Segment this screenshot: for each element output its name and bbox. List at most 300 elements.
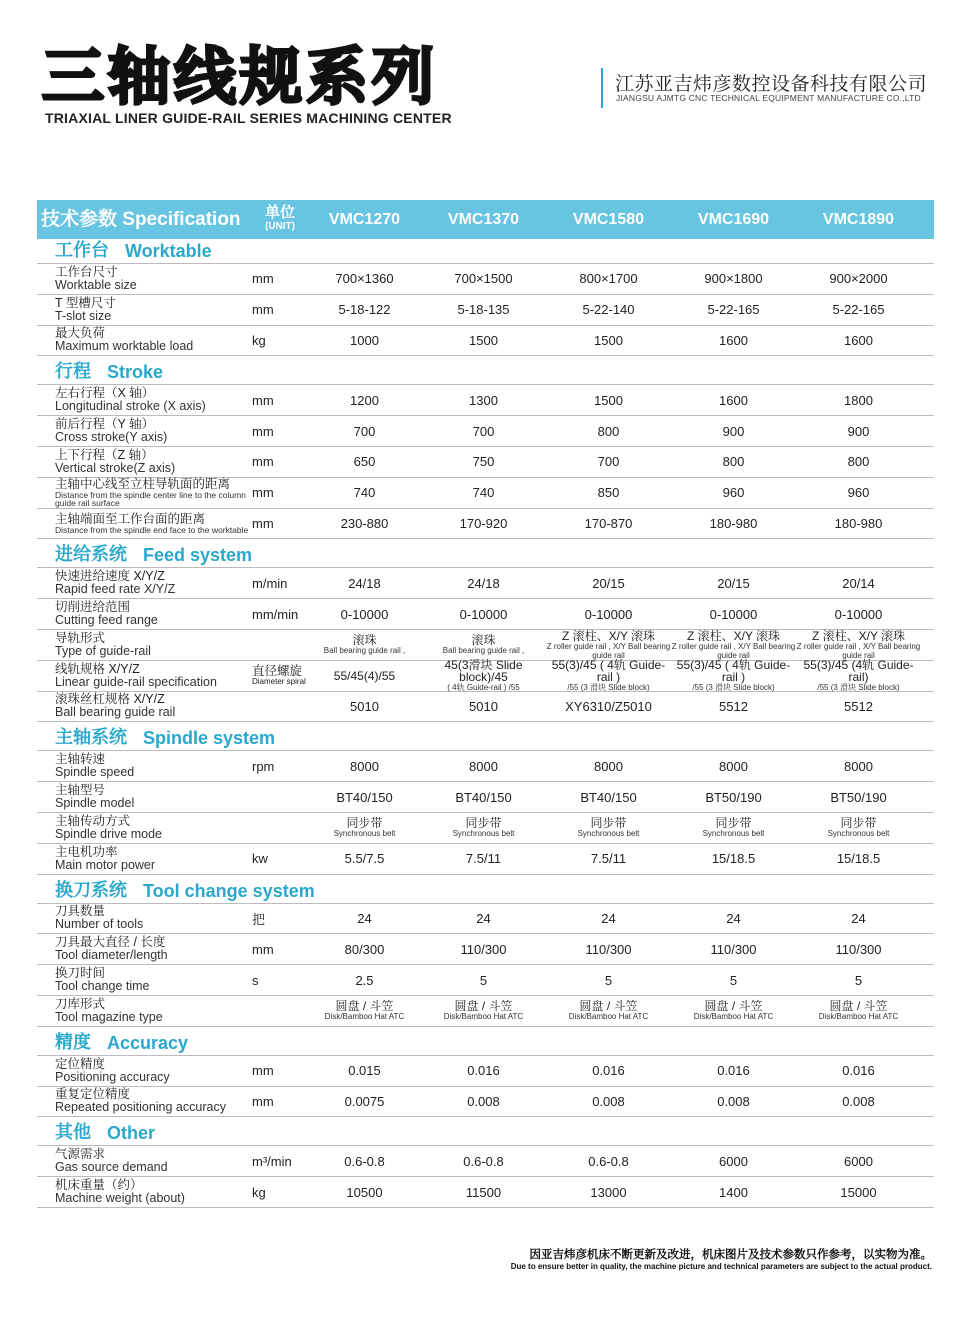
section-title-en: Accuracy — [107, 1032, 189, 1053]
row-label-cn: 刀具最大直径 / 长度 — [55, 935, 166, 950]
row-label-en: Spindle drive mode — [55, 826, 163, 841]
row-value-en: Synchronous belt — [827, 829, 890, 839]
row-label-cn: 线轨规格 X/Y/Z — [55, 661, 140, 676]
row-value: 700×1500 — [454, 271, 513, 287]
section-title-cn: 精度 — [55, 1031, 91, 1052]
row-value-en: Synchronous belt — [577, 829, 640, 839]
row-label-cn: 气源需求 — [55, 1147, 106, 1162]
row-unit: mm — [252, 1063, 274, 1079]
row-value-cn: 圆盘 / 斗笠 — [335, 999, 394, 1014]
row-label — [37, 1148, 252, 1174]
row-value — [796, 630, 921, 660]
row-value: 900 — [722, 423, 745, 439]
row-value: BT40/150 — [336, 789, 393, 805]
row-value: 0.008 — [467, 1093, 500, 1109]
row-value: 0-10000 — [834, 606, 883, 622]
row-label — [37, 846, 252, 872]
row-value: 700 — [353, 423, 376, 439]
row-value: 800×1700 — [579, 271, 638, 287]
row-value: 20/15 — [717, 575, 750, 591]
row-value-en: Synchronous belt — [702, 829, 765, 839]
row-value — [796, 659, 921, 692]
row-value-en: Disk/Bamboo Hat ATC — [443, 1012, 524, 1022]
section-title-en: Feed system — [143, 545, 253, 566]
row-label — [37, 967, 252, 993]
company-name-cn: 江苏亚吉炜彦数控设备科技有限公司 — [615, 74, 928, 95]
table-row — [37, 385, 934, 416]
row-value: 0.6-0.8 — [463, 1153, 504, 1169]
row-label-cn: 机床重量（约） — [55, 1178, 143, 1193]
section-title-cn: 换刀系统 — [55, 879, 127, 900]
row-value: 5-18-135 — [457, 302, 510, 318]
table-row — [37, 630, 934, 661]
row-label — [37, 513, 252, 534]
row-value-cn: Z 滚柱、X/Y 滚珠 — [686, 628, 781, 643]
row-value-cn: 同步带 — [346, 816, 383, 831]
table-row — [37, 295, 934, 326]
row-label — [37, 418, 252, 444]
row-value — [796, 1000, 921, 1021]
row-label-en: Distance from the spindle end face to the worktable — [55, 524, 249, 535]
row-value: 8000 — [594, 758, 623, 774]
row-value: 0-10000 — [459, 606, 508, 622]
row-value: 0.016 — [717, 1063, 750, 1079]
row-value-cn: 滚珠 — [352, 633, 377, 648]
row-value: 1300 — [469, 392, 498, 408]
section-header — [37, 360, 934, 385]
table-row — [37, 264, 934, 295]
row-value: 1000 — [350, 332, 379, 348]
row-value: 1500 — [594, 332, 623, 348]
row-value: 0-10000 — [709, 606, 758, 622]
row-label — [37, 570, 252, 596]
row-value: 900×2000 — [829, 271, 888, 287]
brand-title: 三轴线规系列 — [42, 40, 439, 113]
row-value: 230-880 — [340, 515, 389, 531]
row-label-en: T-slot size — [55, 308, 112, 323]
row-value: 1500 — [594, 392, 623, 408]
model-col: VMC1890 — [822, 210, 895, 228]
row-value: 6000 — [844, 1153, 873, 1169]
row-label-cn: 主电机功率 — [55, 844, 118, 859]
row-value: 15/18.5 — [836, 851, 881, 867]
row-value: 800 — [597, 423, 620, 439]
row-value: 0.016 — [467, 1063, 500, 1079]
row-value-cn: Z 滚柱、X/Y 滚珠 — [561, 628, 656, 643]
row-label-cn: 上下行程（Z 轴） — [55, 447, 154, 462]
spec-table — [37, 200, 934, 1208]
header-unit-en: (UNIT) — [265, 220, 295, 232]
row-label-en: Cross stroke(Y axis) — [55, 430, 168, 445]
row-value: 24 — [357, 910, 372, 926]
row-label-cn: 定位精度 — [55, 1056, 106, 1071]
row-value: 24/18 — [467, 575, 500, 591]
row-label-en: Worktable size — [55, 277, 137, 292]
row-value: 5-22-165 — [707, 302, 760, 318]
row-label-cn: 主轴端面至工作台面的距离 — [55, 511, 206, 526]
row-value: 700 — [472, 423, 495, 439]
row-value: 700×1360 — [335, 271, 394, 287]
row-value: 1200 — [350, 392, 379, 408]
row-label-en: Type of guide-rail — [55, 643, 151, 658]
row-unit-en: Diameter spiral — [252, 677, 306, 687]
row-value: 0.016 — [592, 1063, 625, 1079]
row-value: 1600 — [719, 332, 748, 348]
row-value: XY6310/Z5010 — [565, 698, 652, 714]
row-label-en: Maximum worktable load — [55, 339, 194, 354]
row-value: 1400 — [719, 1184, 748, 1200]
row-value-en: Disk/Bamboo Hat ATC — [324, 1012, 405, 1022]
row-label-en: Rapid feed rate X/Y/Z — [55, 582, 176, 597]
row-value: 13000 — [590, 1184, 627, 1200]
row-value: 20/15 — [592, 575, 625, 591]
row-label — [37, 815, 252, 841]
row-unit: s — [252, 972, 259, 988]
section-title-en: Tool change system — [143, 880, 315, 901]
row-value-en: /55 (3 滑块 Slide block) — [692, 683, 775, 693]
model-col: VMC1270 — [328, 210, 401, 228]
table-header — [37, 200, 934, 239]
row-value-cn: 圆盘 / 斗笠 — [704, 999, 763, 1014]
row-label — [37, 387, 252, 413]
row-unit-cn: 直径螺旋 — [252, 664, 303, 679]
table-body — [37, 239, 934, 1208]
row-label-cn: 主轴转速 — [55, 752, 106, 767]
row-label-cn: 滚珠丝杠规格 X/Y/Z — [55, 692, 165, 707]
row-value: 24/18 — [348, 575, 381, 591]
table-row — [37, 751, 934, 782]
row-unit: m/min — [252, 575, 288, 591]
section-title-cn: 主轴系统 — [55, 727, 127, 748]
row-value-cn: Z 滚柱、X/Y 滚珠 — [811, 628, 906, 643]
row-label-en: Cutting feed range — [55, 613, 158, 628]
row-value: 24 — [851, 910, 866, 926]
row-value: 5 — [854, 972, 863, 988]
row-label-cn: 刀库形式 — [55, 996, 106, 1011]
row-unit: mm — [252, 454, 274, 470]
row-value: 900 — [847, 423, 870, 439]
row-value — [308, 670, 421, 682]
row-value: 0.6-0.8 — [588, 1153, 629, 1169]
row-unit: mm — [252, 392, 274, 408]
row-label-en: Distance from the spindle center line to the column guide rail surface — [55, 490, 246, 509]
table-row — [37, 934, 934, 965]
row-value: 5010 — [469, 698, 498, 714]
row-unit: mm — [252, 515, 274, 531]
row-value: 0.008 — [842, 1093, 875, 1109]
row-value-en: ( 4轨 Guide-rail ) /55 — [447, 683, 520, 693]
row-label — [37, 753, 252, 779]
row-label — [37, 601, 252, 627]
model-col: VMC1690 — [697, 210, 770, 228]
row-value — [546, 1000, 671, 1021]
row-value: 2.5 — [355, 972, 374, 988]
row-label — [37, 632, 252, 658]
row-value — [308, 634, 421, 655]
brand-subtitle: TRIAXIAL LINER GUIDE-RAIL SERIES MACHINING CENTER — [45, 110, 452, 126]
row-value — [421, 1000, 546, 1021]
row-value: 7.5/11 — [465, 851, 502, 867]
row-value: 650 — [353, 454, 376, 470]
row-label-cn: 切削进给范围 — [55, 600, 131, 615]
row-label-en: Main motor power — [55, 857, 156, 872]
row-value: 80/300 — [344, 941, 385, 957]
row-label — [37, 905, 252, 931]
row-label-en: Repeated positioning accuracy — [55, 1100, 226, 1115]
row-unit: mm — [252, 271, 274, 287]
row-value-en: Ball bearing guide rail , — [442, 646, 525, 656]
row-value-en: Z roller guide rail , X/Y Ball bearing guide rail — [796, 641, 921, 660]
row-value: 850 — [597, 485, 620, 501]
row-value: BT50/190 — [705, 789, 762, 805]
row-value-en: Synchronous belt — [333, 829, 396, 839]
row-value — [421, 817, 546, 838]
table-row — [37, 1177, 934, 1208]
row-value: 960 — [847, 485, 870, 501]
row-value-cn: 55/45(4)/55 — [333, 668, 396, 683]
row-value: 180-980 — [834, 515, 883, 531]
row-value — [671, 630, 796, 660]
row-value — [546, 630, 671, 660]
row-value — [671, 1000, 796, 1021]
row-label-cn: 主轴型号 — [55, 783, 106, 798]
row-value: 10500 — [346, 1184, 383, 1200]
table-row — [37, 904, 934, 935]
row-label — [37, 1088, 252, 1114]
row-value — [546, 817, 671, 838]
row-value-cn: 同步带 — [465, 816, 502, 831]
row-value: BT40/150 — [455, 789, 512, 805]
row-value-cn: 滚珠 — [471, 633, 496, 648]
row-value-en: Z roller guide rail , X/Y Ball bearing guide rail — [671, 641, 796, 660]
row-label — [37, 327, 252, 353]
row-unit: mm — [252, 423, 274, 439]
row-label-cn: 前后行程（Y 轴） — [55, 417, 155, 432]
table-row — [37, 599, 934, 630]
row-value: 0-10000 — [584, 606, 633, 622]
table-row — [37, 692, 934, 723]
row-value: 170-920 — [459, 515, 508, 531]
table-row — [37, 1056, 934, 1087]
row-value-cn: 55(3)/45 ( 4轨 Guide-rail ) — [676, 658, 791, 685]
row-label-cn: 左右行程（X 轴） — [55, 386, 155, 401]
row-value: 800 — [847, 454, 870, 470]
section-header — [37, 726, 934, 751]
table-row — [37, 658, 934, 693]
row-value-en: Disk/Bamboo Hat ATC — [693, 1012, 774, 1022]
table-row — [37, 447, 934, 478]
row-value: 8000 — [469, 758, 498, 774]
row-value: 24 — [476, 910, 491, 926]
row-value: 20/14 — [842, 575, 875, 591]
row-value: 7.5/11 — [590, 851, 627, 867]
row-unit: kg — [252, 332, 266, 348]
table-row — [37, 326, 934, 357]
row-value: 8000 — [844, 758, 873, 774]
section-header — [37, 543, 934, 568]
row-value: 5 — [479, 972, 488, 988]
row-value — [671, 817, 796, 838]
row-value-cn: 55(3)/45 (4轨 Guide-rail) — [803, 658, 914, 685]
row-value-cn: 圆盘 / 斗笠 — [454, 999, 513, 1014]
row-label — [37, 1058, 252, 1084]
row-label-en: Positioning accuracy — [55, 1069, 170, 1084]
row-label — [37, 936, 252, 962]
table-row — [37, 478, 934, 509]
section-title-cn: 其他 — [55, 1122, 91, 1143]
row-value: 15000 — [840, 1184, 877, 1200]
row-value: 24 — [601, 910, 616, 926]
row-value-en: Disk/Bamboo Hat ATC — [568, 1012, 649, 1022]
row-label-cn: 最大负荷 — [55, 326, 106, 341]
row-value: 180-980 — [709, 515, 758, 531]
row-value-cn: 同步带 — [840, 816, 877, 831]
row-label-en: Machine weight (about) — [55, 1191, 185, 1206]
row-value: 960 — [722, 485, 745, 501]
row-label-cn: 刀具数量 — [55, 904, 106, 919]
row-value — [546, 659, 671, 692]
row-label-cn: 重复定位精度 — [55, 1087, 131, 1102]
row-value: 1800 — [844, 392, 873, 408]
table-row — [37, 1087, 934, 1118]
model-col: VMC1580 — [572, 210, 645, 228]
header-unit-cn: 单位 — [264, 203, 295, 221]
row-value: 8000 — [719, 758, 748, 774]
row-value: 0.008 — [717, 1093, 750, 1109]
row-value: 740 — [472, 485, 495, 501]
table-row — [37, 782, 934, 813]
row-value: 8000 — [350, 758, 379, 774]
row-value: 750 — [472, 454, 495, 470]
row-value: 11500 — [465, 1184, 502, 1200]
row-value-cn: 圆盘 / 斗笠 — [579, 999, 638, 1014]
row-unit: 把 — [252, 911, 266, 927]
row-label — [37, 693, 252, 719]
row-label — [37, 998, 252, 1024]
row-label-cn: T 型槽尺寸 — [55, 295, 116, 310]
footnote-cn: 因亚吉炜彦机床不断更新及改进，机床图片及技术参数只作参考，以实物为准。 — [529, 1249, 932, 1261]
row-value: 5512 — [719, 698, 748, 714]
row-value: 800 — [722, 454, 745, 470]
row-value: 110/300 — [710, 941, 757, 957]
row-label-cn: 换刀时间 — [55, 966, 106, 981]
row-value: BT40/150 — [580, 789, 637, 805]
row-label-en: Spindle model — [55, 796, 135, 811]
table-row — [37, 996, 934, 1027]
row-label-en: Tool magazine type — [55, 1009, 163, 1024]
row-value — [308, 817, 421, 838]
row-unit: mm — [252, 1093, 274, 1109]
table-row — [37, 965, 934, 996]
row-label-en: Linear guide-rail specification — [55, 674, 217, 689]
row-value: 110/300 — [585, 941, 632, 957]
row-label — [37, 478, 252, 507]
row-value: 0.0075 — [344, 1093, 385, 1109]
row-value: 740 — [353, 485, 376, 501]
row-value: 170-870 — [584, 515, 633, 531]
row-label-cn: 导轨形式 — [55, 630, 106, 645]
row-value-en: Z roller guide rail , X/Y Ball bearing guide rail — [546, 641, 671, 660]
section-title-cn: 进给系统 — [55, 544, 127, 565]
row-value: 5512 — [844, 698, 873, 714]
row-label — [37, 784, 252, 810]
section-title-en: Other — [107, 1123, 156, 1144]
row-value: 5-22-140 — [582, 302, 635, 318]
section-title-en: Worktable — [125, 241, 212, 261]
row-label — [37, 297, 252, 323]
row-value-en: Disk/Bamboo Hat ATC — [818, 1012, 899, 1022]
row-value: 110/300 — [460, 941, 507, 957]
row-value-en: Synchronous belt — [452, 829, 515, 839]
row-value: 1500 — [469, 332, 498, 348]
row-value-cn: 55(3)/45 ( 4轨 Guide-rail ) — [551, 658, 666, 685]
row-value: 700 — [597, 454, 620, 470]
row-label-cn: 快速进给速度 X/Y/Z — [55, 569, 165, 584]
table-row — [37, 509, 934, 540]
company-name-en: JIANGSU AJMTG CNC TECHNICAL EQUIPMENT MANUFACTURE CO.,LTD — [616, 93, 921, 103]
row-label-cn: 工作台尺寸 — [55, 264, 118, 279]
row-value-en: /55 (3 滑块 Slide block) — [567, 683, 650, 693]
row-unit: kg — [252, 1184, 266, 1200]
row-unit: mm/min — [252, 606, 299, 622]
row-label — [37, 449, 252, 475]
row-value — [421, 659, 546, 692]
row-label-en: Tool change time — [55, 979, 150, 994]
header-unit — [252, 203, 308, 234]
row-value-en: /55 (3 滑块 Slide block) — [817, 683, 900, 693]
row-value: 0.015 — [348, 1063, 381, 1079]
row-value: 0.008 — [592, 1093, 625, 1109]
footnote-en: Due to ensure better in quality, the machine picture and technical parameters are subject to the actual product. — [510, 1262, 932, 1271]
row-label-en: Number of tools — [55, 917, 144, 932]
row-value: 6000 — [719, 1153, 748, 1169]
row-label-en: Vertical stroke(Z axis) — [55, 460, 176, 475]
row-value — [671, 659, 796, 692]
row-label — [37, 663, 252, 689]
row-value: 5 — [604, 972, 613, 988]
section-header — [37, 1121, 934, 1146]
row-label-en: Gas source demand — [55, 1160, 168, 1175]
row-unit: mm — [252, 302, 274, 318]
row-value: 5.5/7.5 — [344, 851, 385, 867]
table-row — [37, 568, 934, 599]
row-value: BT50/190 — [830, 789, 887, 805]
row-unit: kw — [252, 851, 268, 867]
row-label-en: Longitudinal stroke (X axis) — [55, 399, 206, 414]
row-value — [308, 1000, 421, 1021]
table-row — [37, 844, 934, 875]
row-value-cn: 圆盘 / 斗笠 — [829, 999, 888, 1014]
table-row — [37, 1146, 934, 1177]
row-value-cn: 同步带 — [715, 816, 752, 831]
row-label-en: Spindle speed — [55, 765, 135, 780]
row-unit: mm — [252, 485, 274, 501]
row-value: 0.016 — [842, 1063, 875, 1079]
row-unit: mm — [252, 941, 274, 957]
row-label-en: Tool diameter/length — [55, 948, 168, 963]
row-value-cn: 同步带 — [590, 816, 627, 831]
row-label-cn: 主轴中心线至立柱导轨面的距离 — [55, 477, 231, 492]
section-title-cn: 行程 — [55, 361, 91, 382]
model-col: VMC1370 — [447, 210, 520, 228]
row-value: 5-22-165 — [832, 302, 885, 318]
row-label-en: Ball bearing guide rail — [55, 705, 176, 720]
section-title-cn: 工作台 — [55, 240, 109, 260]
row-value: 24 — [726, 910, 741, 926]
section-title-en: Stroke — [107, 362, 164, 383]
section-header — [37, 1031, 934, 1056]
header-divider — [601, 68, 603, 108]
